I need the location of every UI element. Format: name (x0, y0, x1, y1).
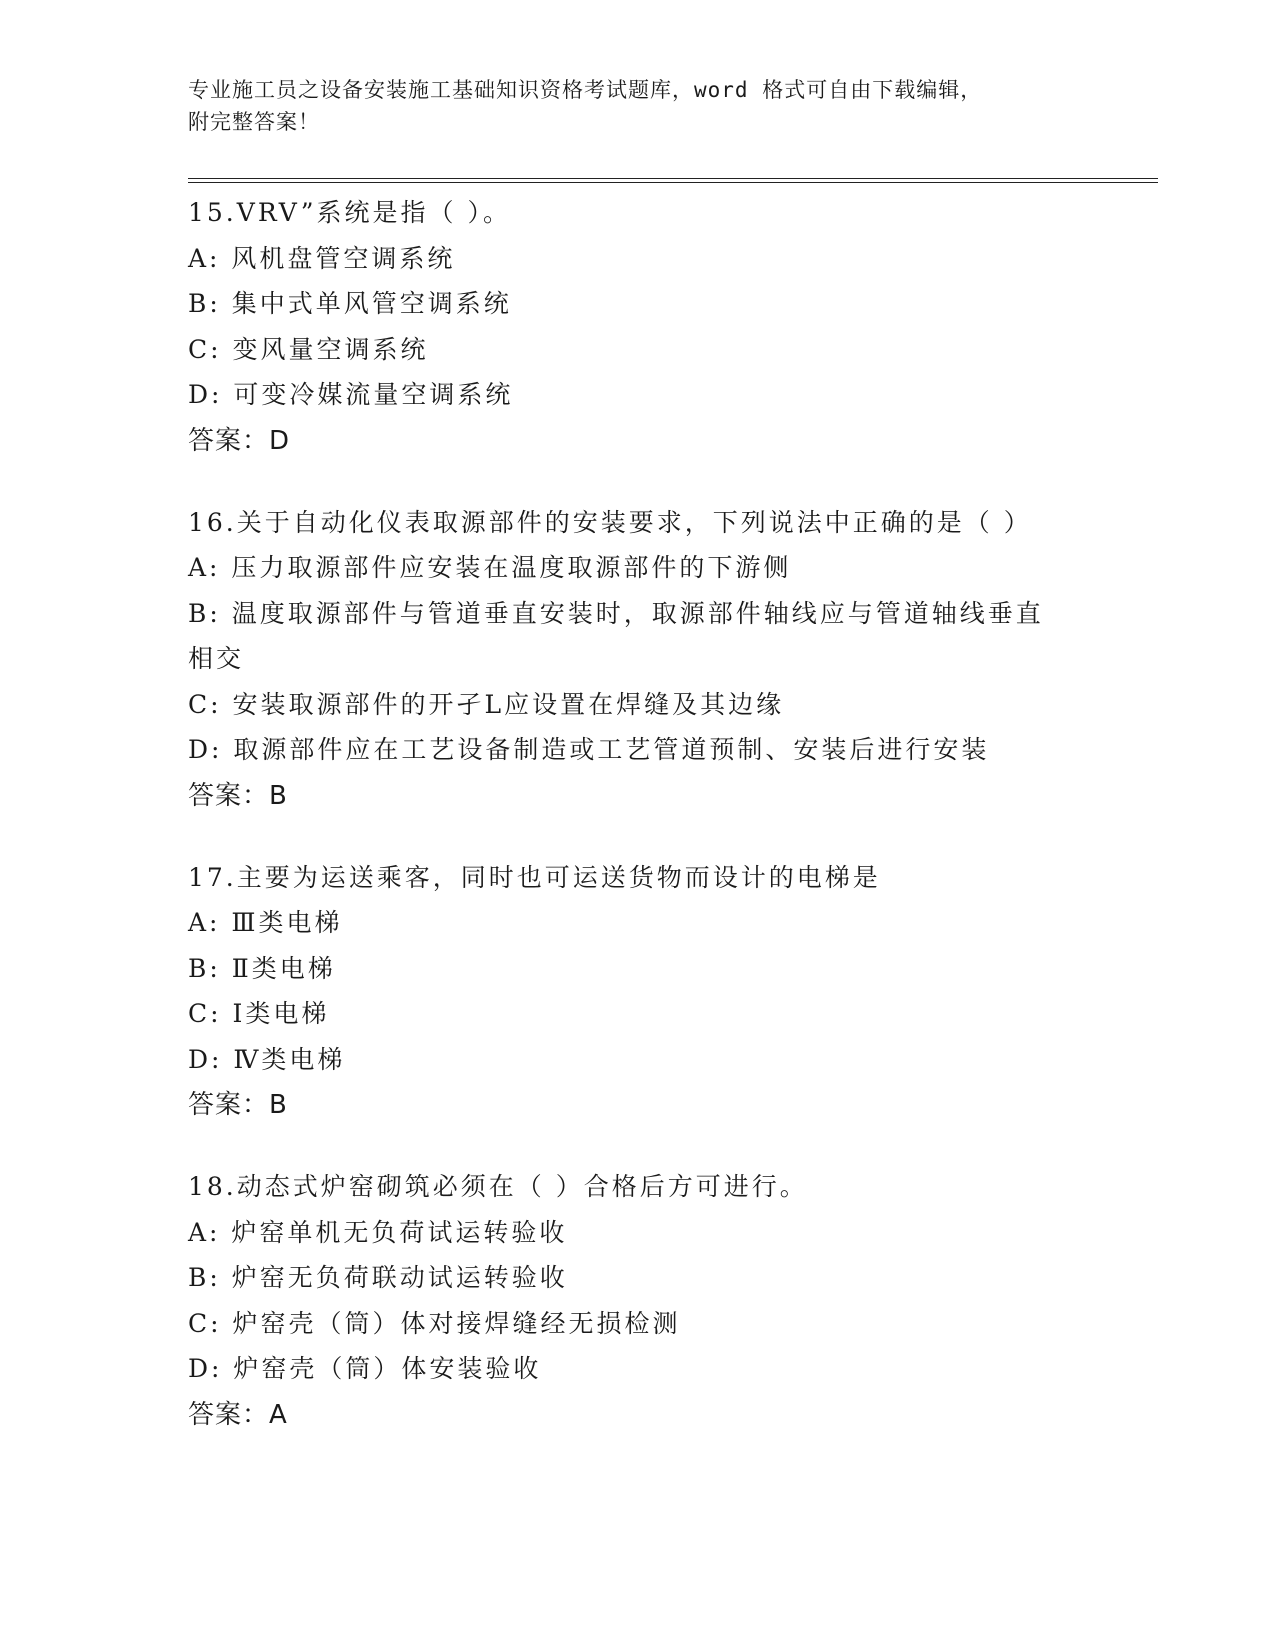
question-stem: 17.主要为运送乘客，同时也可运送货物而设计的电梯是 (188, 862, 881, 892)
option-a: A: 压力取源部件应安装在温度取源部件的下游侧 (188, 553, 792, 582)
option-b: B: 炉窑无负荷联动试运转验收 (188, 1263, 568, 1292)
answer-line: 答案：A (188, 1399, 288, 1430)
question-15 (188, 190, 1088, 464)
option-c: C: 安装取源部件的开孑L应设置在焊缝及其边缘 (188, 689, 785, 719)
question-17 (188, 855, 1088, 1129)
answer-line: 答案：B (188, 1090, 288, 1120)
question-18 (188, 1164, 1088, 1438)
option-d: D: Ⅳ类电梯 (188, 1044, 346, 1074)
header-line-2: 附完整答案！ (188, 110, 320, 134)
question-16 (188, 500, 1088, 819)
document-header (188, 74, 1088, 138)
option-d: D: 可变冷媒流量空调系统 (188, 380, 514, 409)
header-divider (188, 178, 1158, 183)
option-c: C: 变风量空调系统 (188, 334, 429, 364)
header-line-1: 专业施工员之设备安装施工基础知识资格考试题库，word 格式可自由下载编辑， (188, 78, 983, 102)
option-a: A: 炉窑单机无负荷试运转验收 (188, 1217, 568, 1247)
question-stem: 15.VRV”系统是指（ ）。 (188, 198, 511, 227)
option-c: C: Ⅰ类电梯 (188, 999, 330, 1028)
question-stem: 16.关于自动化仪表取源部件的安装要求，下列说法中正确的是（ ） (188, 507, 1032, 537)
answer-line: 答案：B (188, 780, 288, 811)
question-list (188, 190, 1088, 1466)
option-a: A: 风机盘管空调系统 (188, 243, 456, 273)
option-b: B: 温度取源部件与管道垂直安装时，取源部件轴线应与管道轴线垂直相交 (188, 598, 1044, 673)
option-d: D: 炉窑壳（筒）体安装验收 (188, 1354, 542, 1383)
option-b: B: Ⅱ类电梯 (188, 953, 336, 983)
option-b: B: 集中式单风管空调系统 (188, 289, 512, 318)
option-a: A: Ⅲ类电梯 (188, 908, 343, 937)
answer-line: 答案：D (188, 425, 291, 456)
option-c: C: 炉窑壳（筒）体对接焊缝经无损检测 (188, 1308, 681, 1338)
question-stem: 18.动态式炉窑砌筑必须在（ ）合格后方可进行。 (188, 1172, 808, 1201)
option-d: D: 取源部件应在工艺设备制造或工艺管道预制、安装后进行安装 (188, 735, 990, 764)
